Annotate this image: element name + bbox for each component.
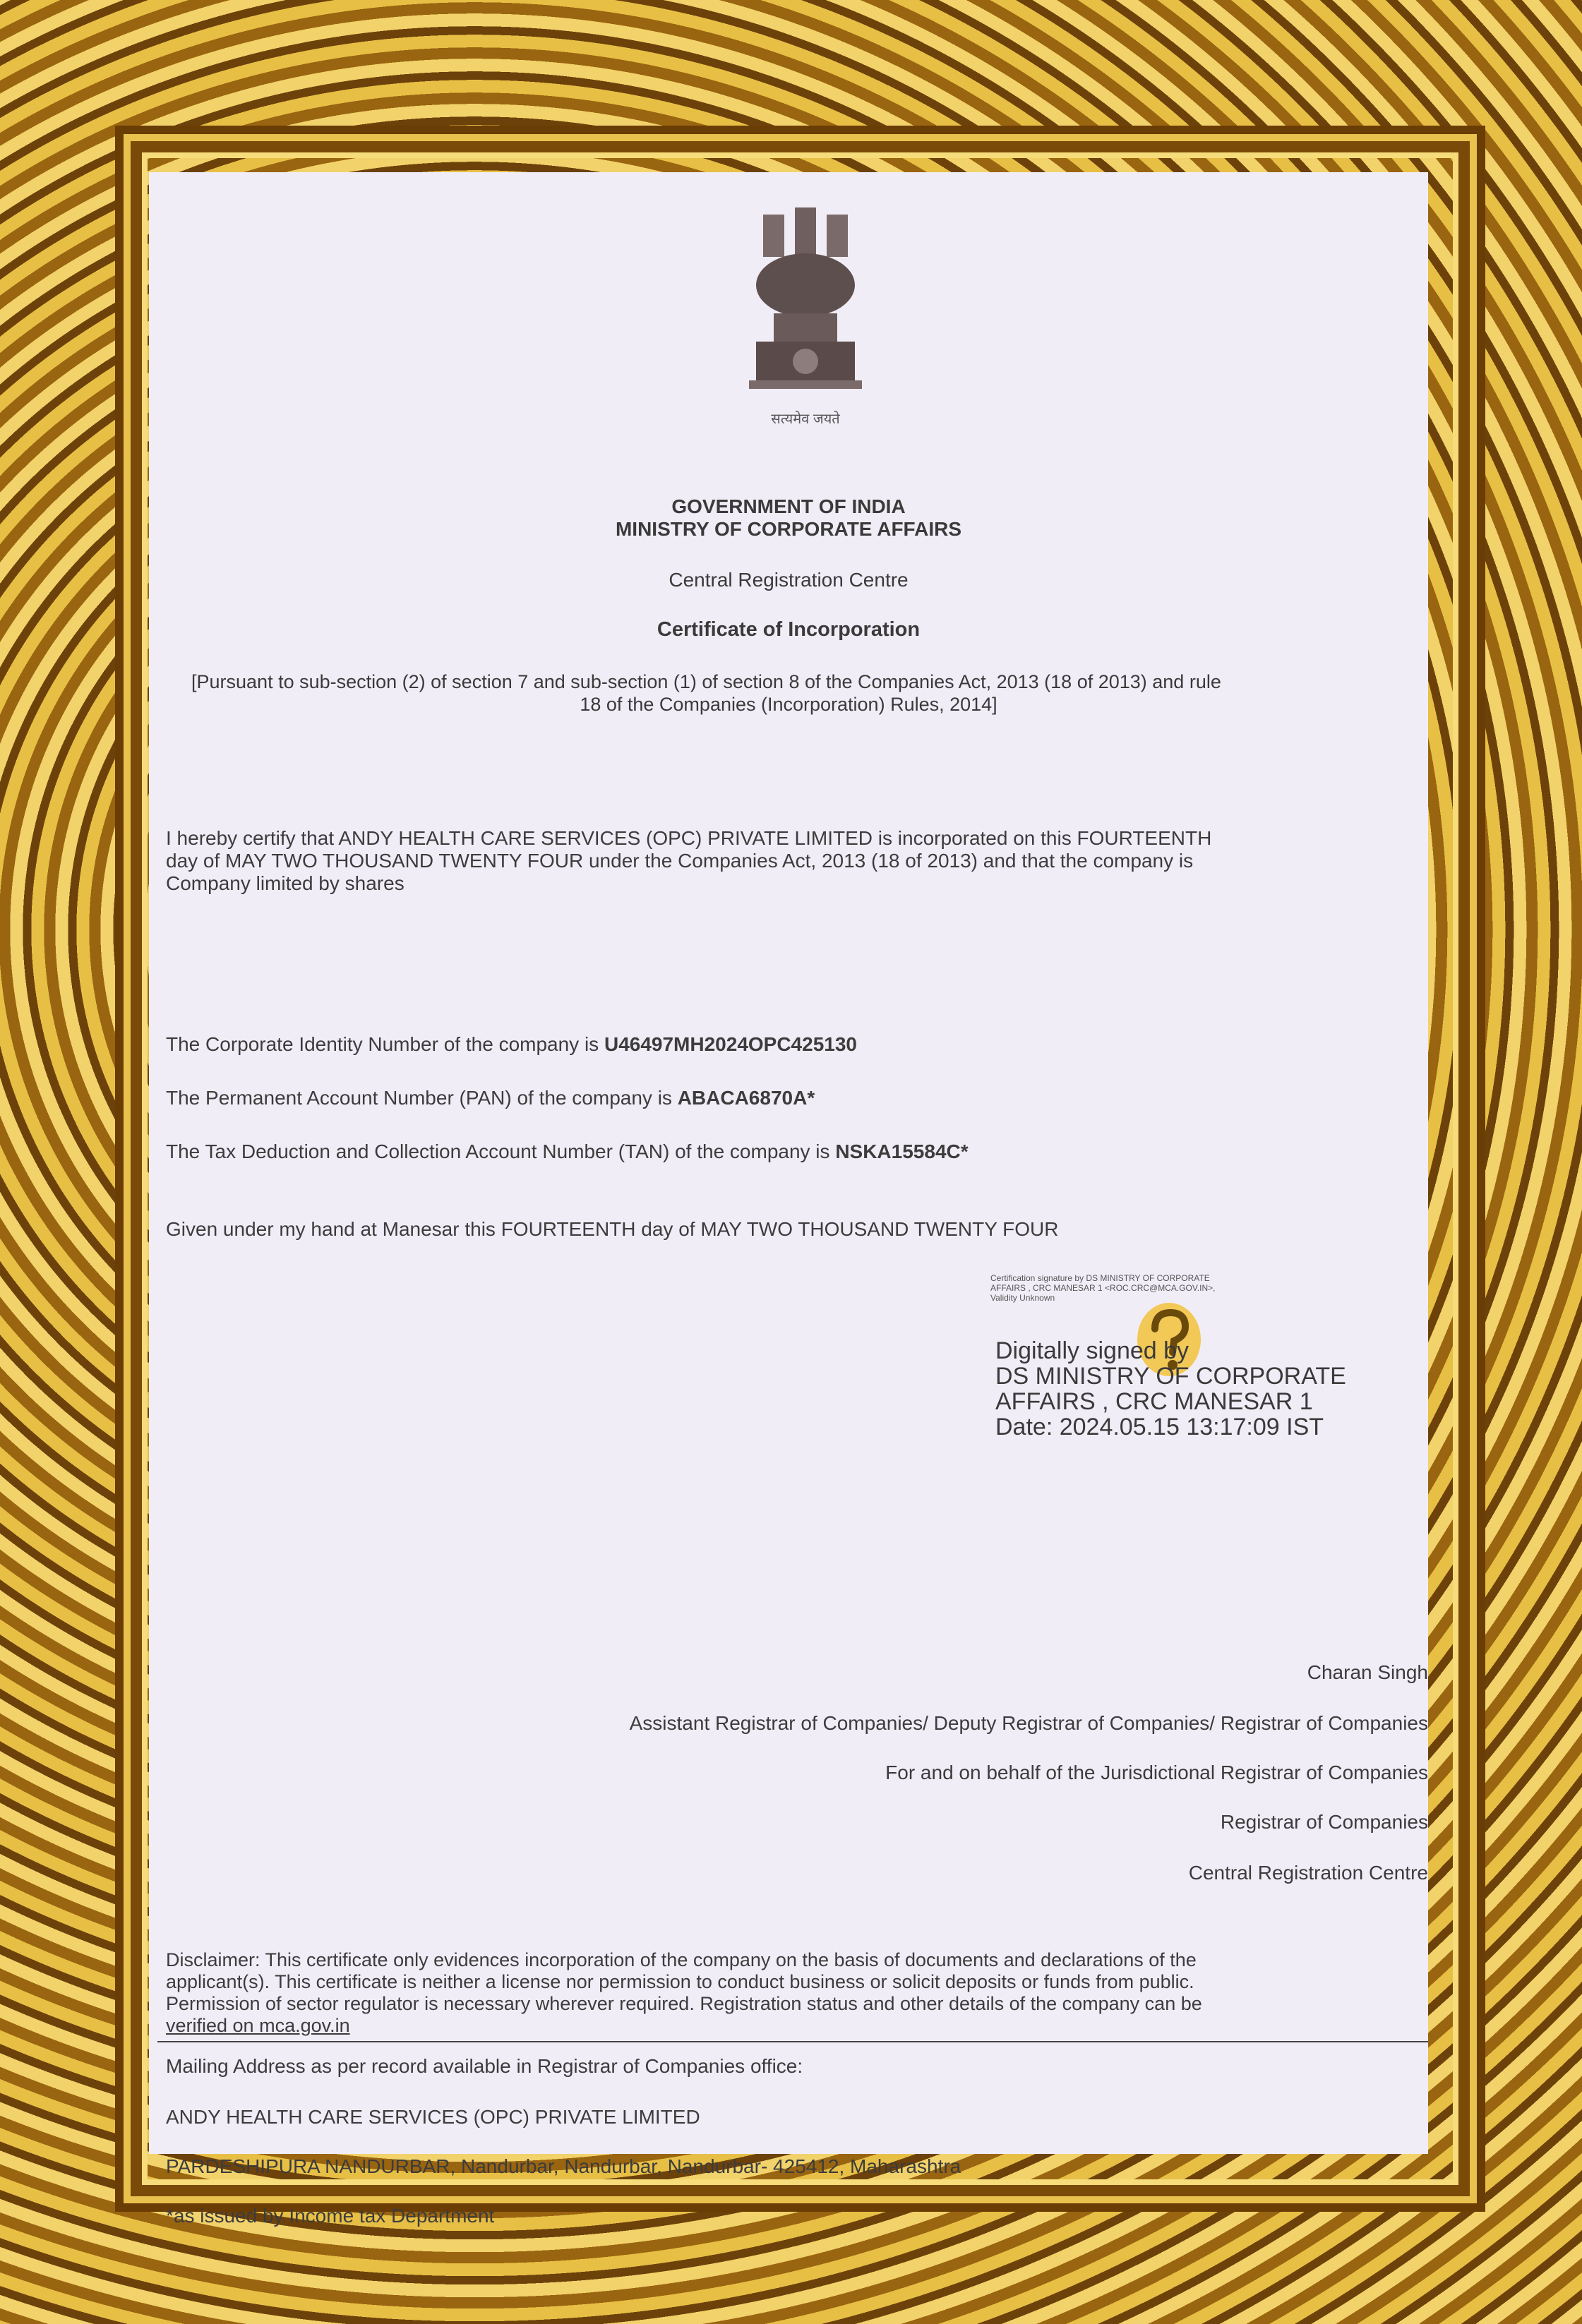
- pan-row: [166, 1087, 815, 1109]
- signature-line-3: AFFAIRS , CRC MANESAR 1: [995, 1388, 1313, 1415]
- disclaimer-divider: [157, 2041, 1428, 2042]
- centre-heading: Central Registration Centre: [669, 569, 909, 591]
- tan-row: [166, 1140, 969, 1163]
- certify-line-3: Company limited by shares: [166, 872, 405, 894]
- signature-line-1: Digitally signed by: [995, 1337, 1190, 1364]
- on-behalf-line: For and on behalf of the Jurisdictional Registrar of Companies: [885, 1762, 1428, 1783]
- digital-signature-block: [995, 1338, 1362, 1440]
- disclaimer: Disclaimer: This certificate only evidences incorporation of the company on the basis of documents and declarations of the applicant(s). This certificate is neither a license nor permission to conduct business or solicit deposits or funds from public. Permission of sector regulator is necessary wherever required. Registration status and other details of the company can be verified on mca.gov.in: [166, 1949, 1202, 2036]
- mailing-address: PARDESHIPURA NANDURBAR, Nandurbar, Nandurbar, Nandurbar- 425412, Maharashtra: [166, 2155, 961, 2177]
- cin-value: U46497MH2024OPC425130: [604, 1033, 857, 1055]
- signatory-designation: Assistant Registrar of Companies/ Deputy Registrar of Companies/ Registrar of Companies: [629, 1712, 1428, 1734]
- certify-line-1: I hereby certify that ANDY HEALTH CARE SERVICES (OPC) PRIVATE LIMITED is incorporated on this FOURTEENTH: [166, 827, 1212, 849]
- signature-line-2: DS MINISTRY OF CORPORATE: [995, 1363, 1346, 1390]
- certificate-title: Certificate of Incorporation: [657, 618, 921, 641]
- tan-label: The Tax Deduction and Collection Account Number (TAN) of the company is: [166, 1140, 830, 1162]
- pursuant-line-1: [Pursuant to sub-section (2) of section 7 and sub-section (1) of section 8 of the Companies Act, 2013 (18 of 2013) and rule: [191, 671, 1221, 692]
- national-emblem-icon: [735, 200, 876, 412]
- pursuant-line-2: 18 of the Companies (Incorporation) Rules, 2014]: [580, 694, 997, 715]
- cin-row: [166, 1033, 857, 1056]
- ministry-heading: MINISTRY OF CORPORATE AFFAIRS: [615, 518, 961, 540]
- certify-line-2: day of MAY TWO THOUSAND TWENTY FOUR under the Companies Act, 2013 (18 of 2013) and that the company is: [166, 850, 1194, 872]
- pan-label: The Permanent Account Number (PAN) of the company is: [166, 1087, 672, 1109]
- tan-value: NSKA15584C*: [835, 1140, 969, 1162]
- certificate-page: [149, 172, 1428, 2227]
- registrar-line: Registrar of Companies: [1220, 1811, 1428, 1833]
- pan-value: ABACA6870A*: [677, 1087, 815, 1109]
- emblem-motto: सत्यमेव जयते: [771, 411, 840, 427]
- mailing-company: ANDY HEALTH CARE SERVICES (OPC) PRIVATE LIMITED: [166, 2106, 700, 2128]
- given-under-hand: Given under my hand at Manesar this FOURTEENTH day of MAY TWO THOUSAND TWENTY FOUR: [166, 1218, 1059, 1240]
- gov-heading: GOVERNMENT OF INDIA: [671, 495, 906, 517]
- signatory-name: Charan Singh: [1307, 1661, 1428, 1683]
- pan-tan-footnote: *as issued by Income tax Department: [166, 2205, 495, 2227]
- signature-certification-note: Certification signature by DS MINISTRY OF CORPORATE AFFAIRS , CRC MANESAR 1 <ROC.CRC@MCA.GOV.IN>, Validity Unknown: [990, 1273, 1216, 1303]
- mailing-label: Mailing Address as per record available in Registrar of Companies office:: [166, 2055, 803, 2077]
- cin-label: The Corporate Identity Number of the company is: [166, 1033, 599, 1055]
- signature-date: Date: 2024.05.15 13:17:09 IST: [995, 1414, 1324, 1440]
- centre-line: Central Registration Centre: [1188, 1862, 1428, 1884]
